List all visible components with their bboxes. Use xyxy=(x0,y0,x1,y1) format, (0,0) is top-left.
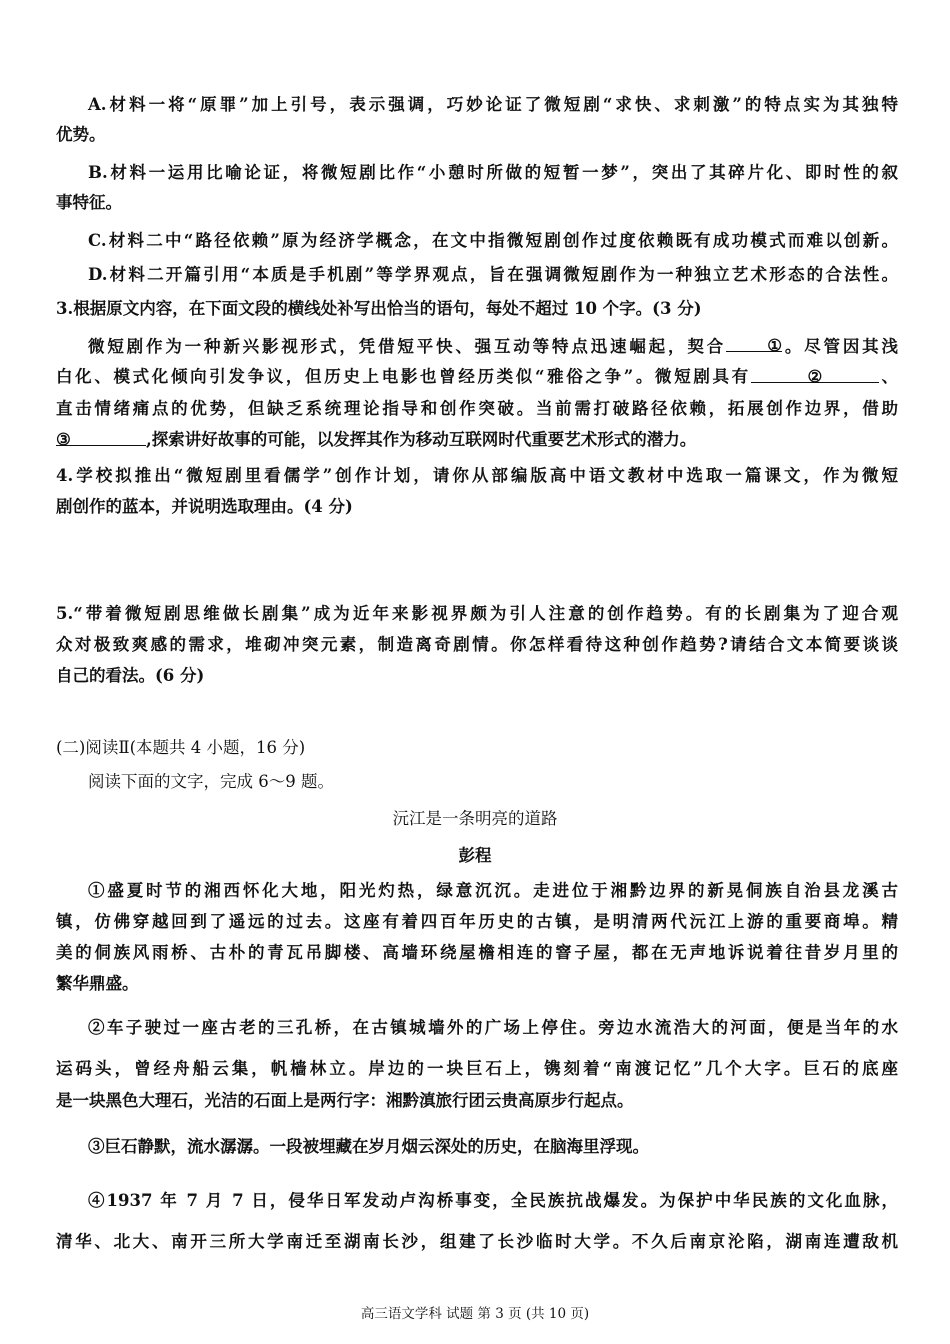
question-4-line1: 4.学校拟推出“微短剧里看儒学”创作计划，请你从部编版高中语文教材中选取一篇课文，作为微短 xyxy=(56,466,898,485)
passage-p1-line4: 繁华鼎盛。 xyxy=(56,974,139,993)
blank-mark-2: ② xyxy=(807,367,823,386)
passage-p1-line3: 美的侗族风雨桥、古朴的青瓦吊脚楼、高墙环绕屋檐相连的窨子屋，都在无声地诉说着往昔岁月里的 xyxy=(56,943,898,962)
option-a-line2: 优势。 xyxy=(56,125,106,144)
question-5-line1: 5.“带着微短剧思维做长剧集”成为近年来影视界颇为引人注意的创作趋势。有的长剧集为了迎合观 xyxy=(56,604,898,623)
question-3-stem: 3.根据原文内容，在下面文段的横线处补写出恰当的语句，每处不超过 10 个字。(3 分) xyxy=(56,299,702,318)
blank-mark-3: ③ xyxy=(56,430,71,449)
section-2-heading: (二)阅读Ⅱ(本题共 4 小题，16 分) xyxy=(56,738,306,757)
question-4-line2: 剧创作的蓝本，并说明选取理由。(4 分) xyxy=(56,497,353,516)
option-d: D.材料二开篇引用“本质是手机剧”等学界观点，旨在强调微短剧作为一种独立艺术形态的合法性。 xyxy=(88,265,898,284)
q3-passage-line1 xyxy=(88,335,898,358)
passage-p2-line1: ②车子驶过一座古老的三孔桥，在古镇城墙外的广场上停住。旁边水流浩大的河面，便是当年的水 xyxy=(88,1018,898,1037)
answer-blank-2[interactable] xyxy=(751,366,879,386)
q3-text-2b: 、 xyxy=(878,367,899,386)
question-5-line3: 自己的看法。(6 分) xyxy=(56,666,205,685)
passage-p4-line2: 清华、北大、南开三所大学南迁至湖南长沙，组建了长沙临时大学。不久后南京沦陷，湖南连遭敌机 xyxy=(56,1232,898,1251)
option-b-line2: 事特征。 xyxy=(56,193,122,212)
question-5-line2: 众对极致爽感的需求，堆砌冲突元素，制造离奇剧情。你怎样看待这种创作趋势?请结合文本简要谈谈 xyxy=(56,635,898,654)
q3-text-4: ,探索讲好故事的可能，以发挥其作为移动互联网时代重要艺术形式的潜力。 xyxy=(146,430,697,449)
answer-blank-3[interactable] xyxy=(56,429,146,449)
answer-blank-1[interactable] xyxy=(726,335,782,355)
q3-text-1a: 微短剧作为一种新兴影视形式，凭借短平快、强互动等特点迅速崛起，契合 xyxy=(88,337,726,356)
q3-passage-line2 xyxy=(56,366,898,388)
q3-text-1b: 。尽管因其浅 xyxy=(782,337,899,356)
section-2-intro: 阅读下面的文字，完成 6～9 题。 xyxy=(88,772,334,791)
passage-p1-line2: 镇，仿佛穿越回到了遥远的过去。这座有着四百年历史的古镇，是明清两代沅江上游的重要商埠。精 xyxy=(56,912,898,931)
passage-p1-line1: ①盛夏时节的湘西怀化大地，阳光灼热，绿意沉沉。走进位于湘黔边界的新晃侗族自治县龙溪古 xyxy=(88,881,898,900)
q3-passage-line4 xyxy=(56,429,898,451)
passage-author: 彭程 xyxy=(458,846,492,865)
passage-p2-line3: 是一块黑色大理石，光洁的石面上是两行字：湘黔滇旅行团云贵高原步行起点。 xyxy=(56,1091,634,1110)
passage-p2-line2: 运码头，曾经舟船云集，帆樯林立。岸边的一块巨石上，镌刻着“南渡记忆”几个大字。巨石的底座 xyxy=(56,1059,898,1078)
passage-p4-line1: ④1937 年 7 月 7 日，侵华日军发动卢沟桥事变，全民族抗战爆发。为保护中华民族的文化血脉， xyxy=(88,1191,898,1210)
passage-p3: ③巨石静默，流水潺潺。一段被埋藏在岁月烟云深处的历史，在脑海里浮现。 xyxy=(88,1137,649,1156)
q3-text-2a: 白化、模式化倾向引发争议，但历史上电影也曾经历类似“雅俗之争”。微短剧具有 xyxy=(56,367,751,386)
q3-passage-line3: 直击情绪痛点的优势，但缺乏系统理论指导和创作突破。当前需打破路径依赖，拓展创作边界，借助 xyxy=(56,399,898,418)
passage-title: 沅江是一条明亮的道路 xyxy=(392,809,558,828)
option-b-line1: B.材料一运用比喻论证，将微短剧比作“小憩时所做的短暂一梦”，突出了其碎片化、即时性的叙 xyxy=(88,163,898,182)
page-footer: 高三语文学科 试题 第 3 页 (共 10 页) xyxy=(360,1306,590,1322)
blank-mark-1: ① xyxy=(767,336,782,355)
option-a-line1: A.材料一将“原罪”加上引号，表示强调，巧妙论证了微短剧“求快、求刺激”的特点实为其独特 xyxy=(88,95,898,114)
option-c: C.材料二中“路径依赖”原为经济学概念，在文中指微短剧创作过度依赖既有成功模式而难以创新。 xyxy=(88,231,898,250)
